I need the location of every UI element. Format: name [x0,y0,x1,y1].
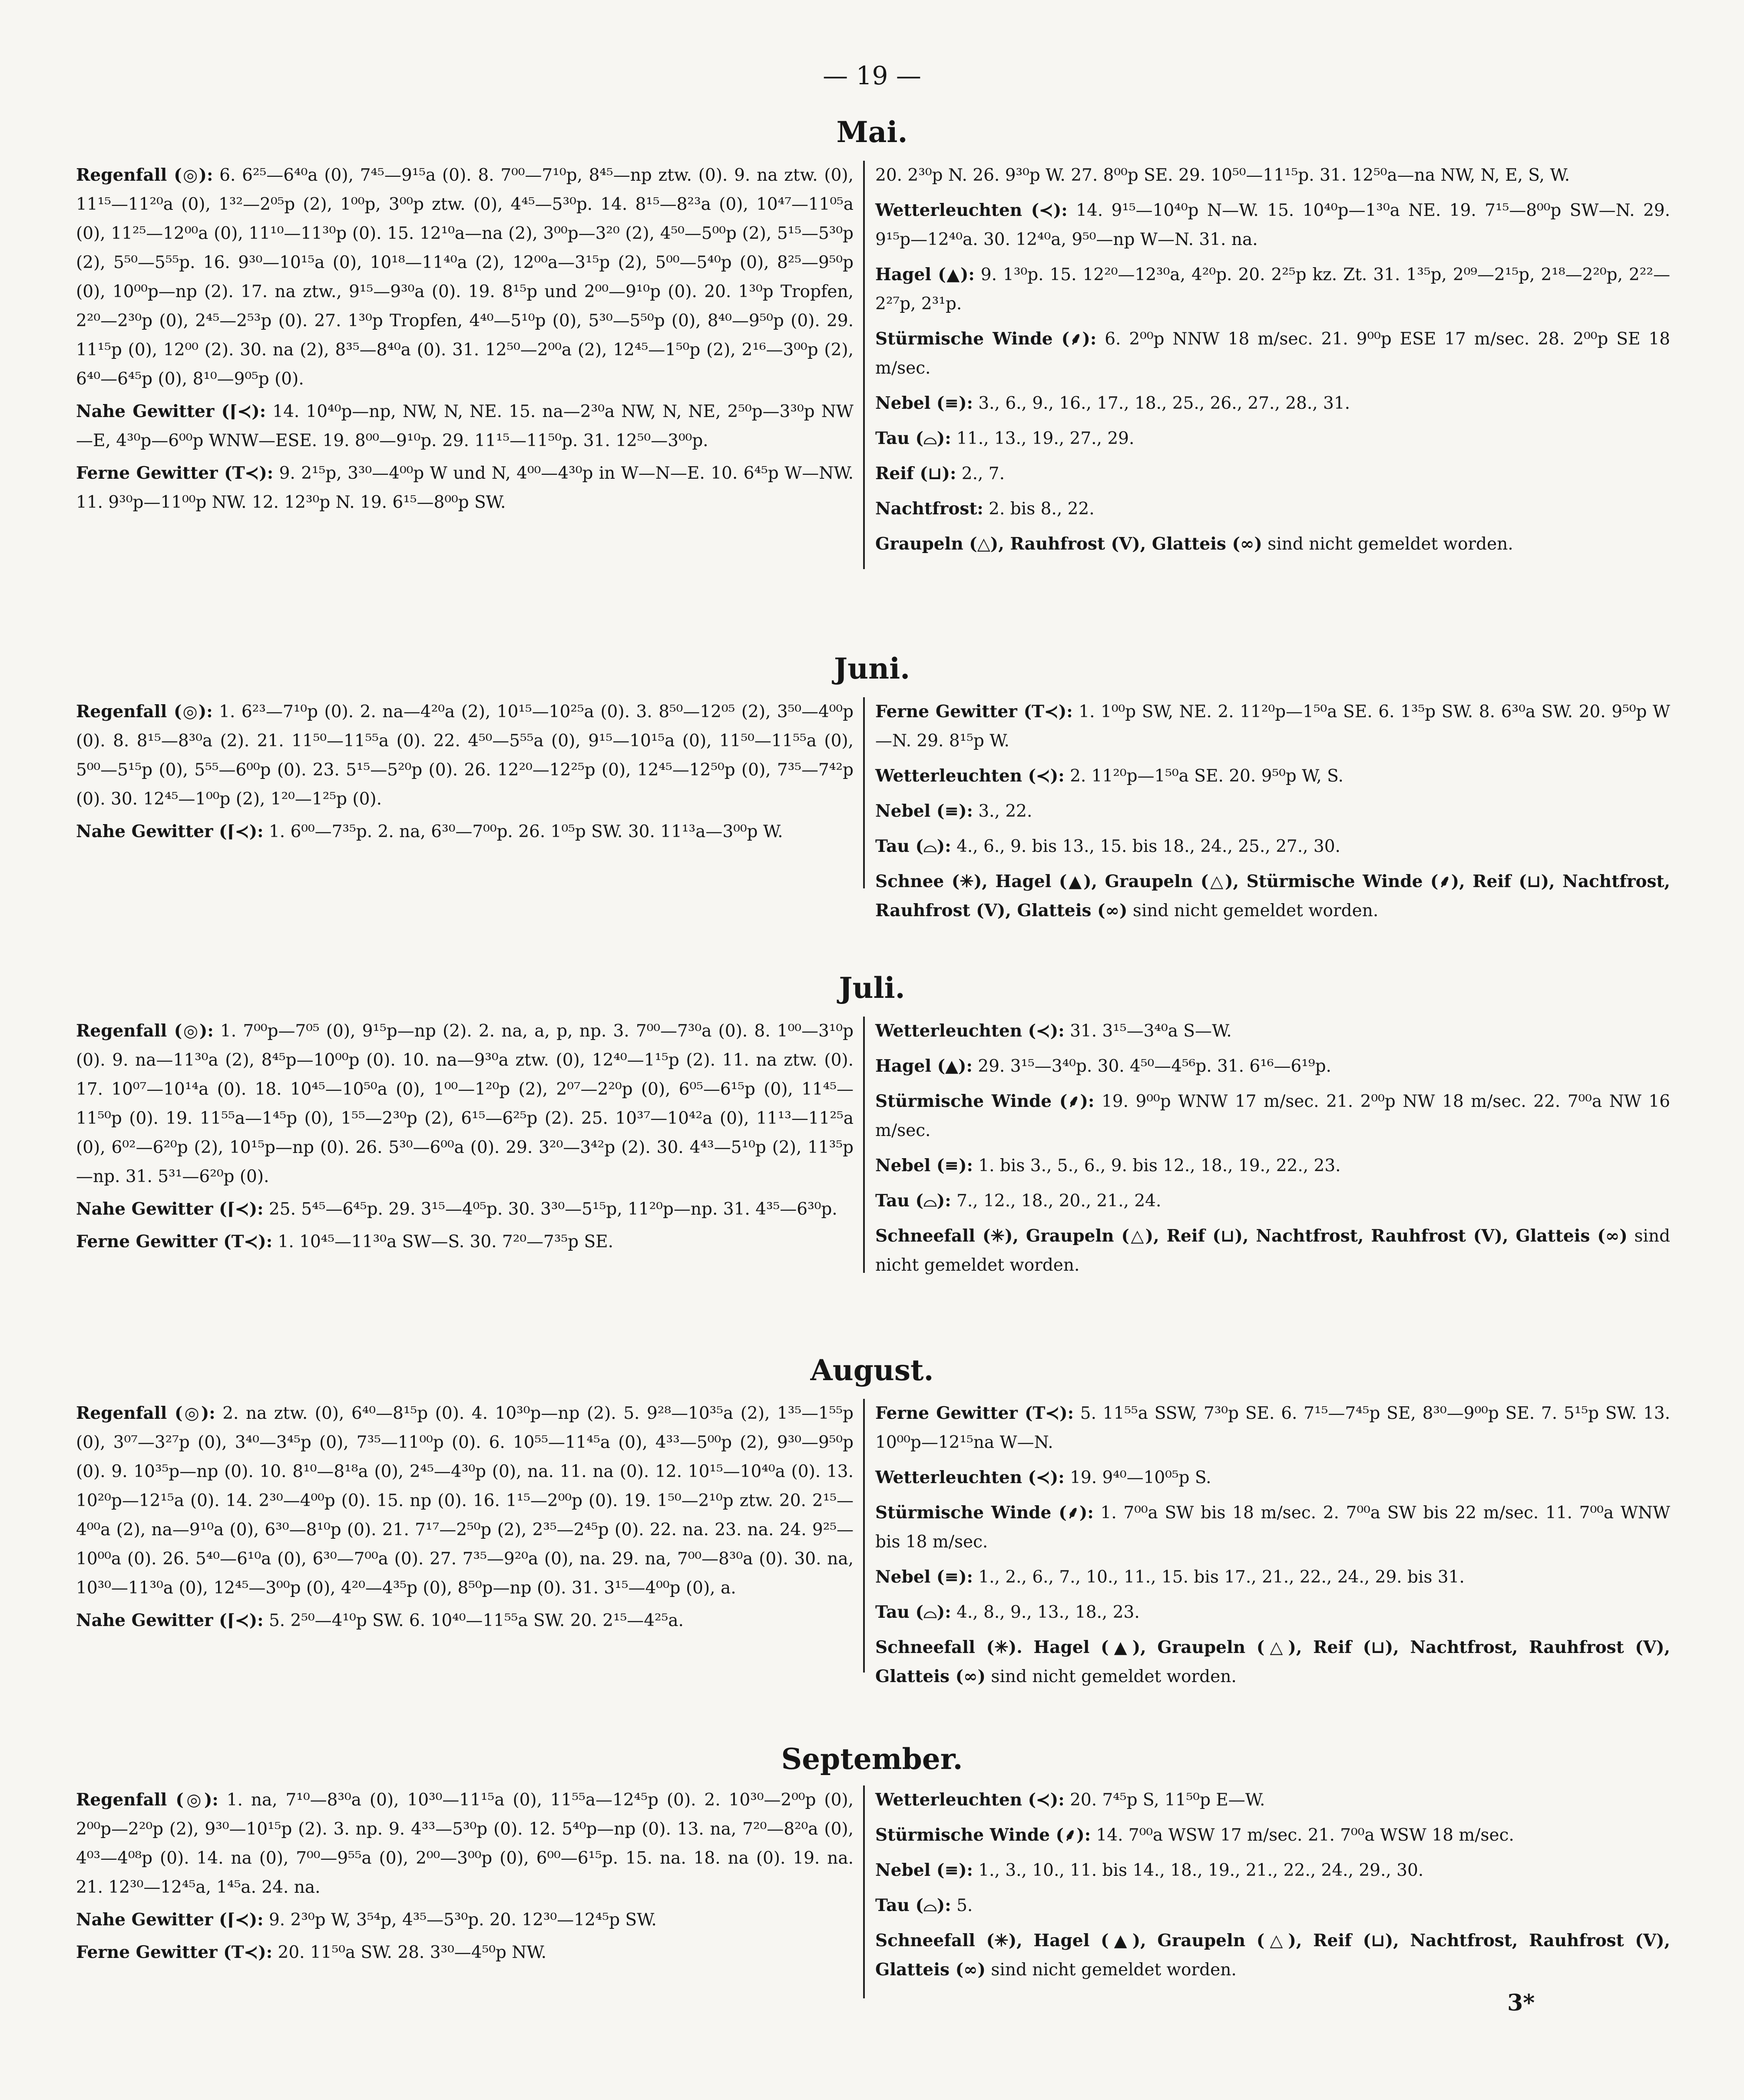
entry-label: Wetterleuchten (≺): [875,1790,1065,1810]
entry-wetterleuchten [875,1463,1670,1492]
entry-label: Regenfall (◎): [76,1403,215,1423]
entry-label: Nahe Gewitter (⌈≺): [76,1199,264,1219]
section-mai [76,161,1670,573]
entry-label: Regenfall (◎): [76,165,213,185]
right-column [875,1785,1670,1991]
entry-label: Stürmische Winde (⸙): [875,1091,1095,1111]
entry-label: Schnee (✳), Hagel (▲), Graupeln (△), Stürmische Winde (⸙), Reif (⊔), Nachtfrost, Rauhfrost (V), Glatteis (∞) [875,871,1670,921]
entry-text: 25. 5⁴⁵—6⁴⁵p. 29. 3¹⁵—4⁰⁵p. 30. 3³⁰—5¹⁵p, 11²⁰p—np. 31. 4³⁵—6³⁰p. [268,1199,837,1219]
left-column [76,697,854,850]
entry-text: 31. 3¹⁵—3⁴⁰a S—W. [1070,1021,1232,1041]
entry-text: 2., 7. [961,464,1005,484]
entry-label: Stürmische Winde (⸙): [875,1503,1094,1523]
entry-label: Ferne Gewitter (T≺): [875,702,1073,722]
entry-stuermische-winde [875,1087,1670,1145]
entry-text: 19. 9⁰⁰p WNW 17 m/sec. 21. 2⁰⁰p NW 18 m/sec. 22. 7⁰⁰a NW 16 m/sec. [875,1092,1670,1140]
entry-text: 1. bis 3., 5., 6., 9. bis 12., 18., 19., 22., 23. [978,1156,1341,1176]
entry-label: Nahe Gewitter (⌈≺): [76,821,264,841]
entry-text: 7., 12., 18., 20., 21., 24. [956,1191,1162,1211]
entry-text: 6. 2⁰⁰p NNW 18 m/sec. 21. 9⁰⁰p ESE 17 m/sec. 28. 2⁰⁰p SE 18 m/sec. [875,329,1670,378]
entry-tau [875,1598,1670,1627]
column-divider [863,1399,865,1673]
entry-text: sind nicht gemeldet worden. [875,1226,1670,1275]
right-column [875,161,1670,565]
entry-hagel [875,1052,1670,1081]
entry-nahe-gewitter [76,817,854,846]
column-divider [863,697,865,888]
entry-label: Nahe Gewitter (⌈≺): [76,1910,264,1930]
left-column [76,1785,854,1971]
column-divider [863,1785,865,1998]
entry-text: 9. 2¹⁵p, 3³⁰—4⁰⁰p W und N, 4⁰⁰—4³⁰p in W—N—E. 10. 6⁴⁵p W—NW. 11. 9³⁰p—11⁰⁰p NW. 12. 12³⁰p N. 19. 6¹⁵—8⁰⁰p SW. [76,464,854,512]
entry-nebel [875,1563,1670,1592]
entry-label: Wetterleuchten (≺): [875,1021,1065,1041]
entry-text: 3., 6., 9., 16., 17., 18., 25., 26., 27., 28., 31. [978,394,1350,413]
entry-text: 9. 2³⁰p W, 3⁵⁴p, 4³⁵—5³⁰p. 20. 12³⁰—12⁴⁵p SW. [268,1910,657,1930]
entry-wetterleuchten [875,196,1670,254]
entry-text: 1. 7⁰⁰a SW bis 18 m/sec. 2. 7⁰⁰a SW bis 22 m/sec. 11. 7⁰⁰a WNW bis 18 m/sec. [875,1503,1671,1552]
entry-text: 20. 7⁴⁵p S, 11⁵⁰p E—W. [1070,1790,1265,1810]
entry-nebel [875,389,1670,418]
entry-label: Nahe Gewitter (⌈≺): [76,1610,264,1630]
entry-not-reported [875,1633,1670,1691]
entry-label: Schneefall (✳), Graupeln (△), Reif (⊔), Nachtfrost, Rauhfrost (V), Glatteis (∞) [875,1226,1628,1246]
entry-text: 1. 1⁰⁰p SW, NE. 2. 11²⁰p—1⁵⁰a SE. 6. 1³⁵p SW. 8. 6³⁰a SW. 20. 9⁵⁰p W—N. 29. 8¹⁵p W. [875,702,1671,751]
entry-ferne-gewitter-cont [875,161,1670,190]
signature-mark: 3* [1507,1990,1535,2016]
entry-text: 6. 6²⁵—6⁴⁰a (0), 7⁴⁵—9¹⁵a (0). 8. 7⁰⁰—7¹⁰p, 8⁴⁵—np ztw. (0). 9. na ztw. (0), 11¹⁵—11²⁰a (0), 1³²—2⁰⁵p (2), 1⁰⁰p, 3⁰⁰p ztw. (0), 4⁴⁵—5³⁰p. 14. 8¹⁵—8²³a (0), 10⁴⁷—11⁰⁵a (0), 11²⁵—12⁰⁰a (0), 11¹⁰—11³⁰p (0). 15. 12¹⁰a—na (2), 3⁰⁰p—3²⁰ (2), 4⁵⁰—5⁰⁰p (2), 5¹⁵—5³⁰p (2), 5⁵⁰—5⁵⁵p. 16. 9³⁰—10¹⁵a (0), 10¹⁸—11⁴⁰a (2), 12⁰⁰a—3¹⁵p (2), 5⁰⁰—5⁴⁰p (0), 8²⁵—9⁵⁰p (0), 10⁰⁰p—np (2). 17. na ztw., 9¹⁵—9³⁰a (0). 19. 8¹⁵p und 2⁰⁰—9¹⁰p (0). 20. 1³⁰p Tropfen, 2²⁰—2³⁰p (0), 2⁴⁵—2⁵³p (0). 27. 1³⁰p Tropfen, 4⁴⁰—5¹⁰p (0), 5³⁰—5⁵⁰p (0), 8⁴⁰—9⁵⁰p (0). 29. 11¹⁵p (0), 12⁰⁰ (2). 30. na (2), 8³⁵—8⁴⁰a (0). 31. 12⁵⁰—2⁰⁰a (2), 12⁴⁵—1⁵⁰p (2), 2¹⁶—3⁰⁰p (2), 6⁴⁰—6⁴⁵p (0), 8¹⁰—9⁰⁵p (0). [76,166,854,389]
entry-text: 1. 6²³—7¹⁰p (0). 2. na—4²⁰a (2), 10¹⁵—10²⁵a (0). 3. 8⁵⁰—12⁰⁵ (2), 3⁵⁰—4⁰⁰p (0). 8. 8¹⁵—8³⁰a (2). 21. 11⁵⁰—11⁵⁵a (0). 22. 4⁵⁰—5⁵⁵a (0), 9¹⁵—10¹⁵a (0), 11⁵⁰—11⁵⁵a (0), 5⁰⁰—5¹⁵p (0), 5⁵⁵—6⁰⁰p (0). 23. 5¹⁵—5²⁰p (0). 26. 12²⁰—12²⁵p (0), 12⁴⁵—12⁵⁰p (0), 7³⁵—7⁴²p (0). 30. 12⁴⁵—1⁰⁰p (2), 1²⁰—1²⁵p (0). [76,702,854,809]
entry-text: 2. 11²⁰p—1⁵⁰a SE. 20. 9⁵⁰p W, S. [1070,766,1344,786]
right-column [875,697,1670,931]
entry-wetterleuchten [875,1785,1670,1815]
entry-label: Regenfall (◎): [76,1021,214,1041]
right-column [875,1399,1670,1697]
entry-text: sind nicht gemeldet worden. [991,1960,1237,1980]
entry-label: Ferne Gewitter (T≺): [76,1232,273,1252]
entry-wetterleuchten [875,1017,1670,1046]
entry-wetterleuchten [875,762,1670,791]
entry-not-reported [875,1926,1670,1984]
entry-text: 1., 3., 10., 11. bis 14., 18., 19., 21., 22., 24., 29., 30. [978,1861,1424,1880]
entry-label: Nebel (≡): [875,801,973,821]
entry-ferne-gewitter [76,459,854,517]
entry-label: Nachtfrost: [875,499,983,519]
entry-nachtfrost [875,494,1670,523]
section-juli [76,1017,1670,1277]
entry-text: 1. 7⁰⁰p—7⁰⁵ (0), 9¹⁵p—np (2). 2. na, a, p, np. 3. 7⁰⁰—7³⁰a (0). 8. 1⁰⁰—3¹⁰p (0). 9. na—11³⁰a (2), 8⁴⁵p—10⁰⁰p (0). 10. na—9³⁰a ztw. (0), 12⁴⁰—1¹⁵p (2). 11. na ztw. (0). 17. 10⁰⁷—10¹⁴a (0). 18. 10⁴⁵—10⁵⁰a (0), 1⁰⁰—1²⁰p (2), 2⁰⁷—2²⁰p (0), 6⁰⁵—6¹⁵p (0), 11⁴⁵—11⁵⁰p (0). 19. 11⁵⁵a—1⁴⁵p (0), 1⁵⁵—2³⁰p (2), 6¹⁵—6²⁵p (2). 25. 10³⁷—10⁴²a (0), 11¹³—11²⁵a (0), 6⁰²—6²⁰p (2), 10¹⁵p—np (0). 26. 5³⁰—6⁰⁰a (0). 29. 3²⁰—3⁴²p (2). 30. 4⁴³—5¹⁰p (2), 11³⁵p—np. 31. 5³¹—6²⁰p (0). [76,1021,854,1186]
entry-text: 29. 3¹⁵—3⁴⁰p. 30. 4⁵⁰—4⁵⁶p. 31. 6¹⁶—6¹⁹p. [978,1057,1331,1076]
entry-label: Hagel (▲): [875,265,975,285]
entry-nahe-gewitter [76,397,854,455]
section-september [76,1785,1670,2003]
entry-text: 14. 9¹⁵—10⁴⁰p N—W. 15. 10⁴⁰p—1³⁰a NE. 19. 7¹⁵—8⁰⁰p SW—N. 29. 9¹⁵p—12⁴⁰a. 30. 12⁴⁰a, 9⁵⁰—np W—N. 31. na. [875,201,1670,249]
month-title-juli: Juli. [839,971,905,1005]
entry-text: sind nicht gemeldet worden. [1132,901,1379,921]
entry-text: 5. [956,1896,973,1915]
entry-regenfall [76,697,854,814]
entry-label: Wetterleuchten (≺): [875,766,1065,786]
entry-regenfall [76,1017,854,1191]
entry-stuermische-winde [875,325,1670,383]
entry-label: Nebel (≡): [875,1567,973,1587]
entry-label: Tau (⌓): [875,836,951,856]
entry-regenfall [76,161,854,394]
entry-text: 5. 2⁵⁰—4¹⁰p SW. 6. 10⁴⁰—11⁵⁵a SW. 20. 2¹⁵—4²⁵a. [268,1611,684,1630]
entry-nahe-gewitter [76,1606,854,1635]
entry-not-reported [875,530,1670,559]
entry-text: 9. 1³⁰p. 15. 12²⁰—12³⁰a, 4²⁰p. 20. 2²⁵p kz. Zt. 31. 1³⁵p, 2⁰⁹—2¹⁵p, 2¹⁸—2²⁰p, 2²²—2²⁷p, 2³¹p. [875,265,1671,314]
entry-text: 11., 13., 19., 27., 29. [956,429,1135,448]
entry-reif [875,459,1670,488]
entry-nebel [875,797,1670,826]
entry-text: 4., 6., 9. bis 13., 15. bis 18., 24., 25., 27., 30. [956,837,1340,856]
entry-nahe-gewitter [76,1195,854,1224]
entry-ferne-gewitter [76,1227,854,1256]
entry-label: Ferne Gewitter (T≺): [76,1942,273,1962]
section-juni [76,697,1671,921]
column-divider [863,161,865,569]
month-title-august: August. [810,1353,934,1387]
left-column [76,1399,854,1639]
entry-label: Graupeln (△), Rauhfrost (V), Glatteis (∞) [875,534,1262,554]
entry-nahe-gewitter [76,1905,854,1934]
entry-ferne-gewitter [875,1399,1670,1457]
entry-text: 14. 10⁴⁰p—np, NW, N, NE. 15. na—2³⁰a NW, N, NE, 2⁵⁰p—3³⁰p NW—E, 4³⁰p—6⁰⁰p WNW—ESE. 19. 8⁰⁰—9¹⁰p. 29. 11¹⁵—11⁵⁰p. 31. 12⁵⁰—3⁰⁰p. [76,402,854,450]
entry-text: 5. 11⁵⁵a SSW, 7³⁰p SE. 6. 7¹⁵—7⁴⁵p SE, 8³⁰—9⁰⁰p SE. 7. 5¹⁵p SW. 13. 10⁰⁰p—12¹⁵na W—N. [875,1404,1670,1452]
column-divider [863,1017,865,1273]
entry-regenfall [76,1399,854,1603]
entry-text: sind nicht gemeldet worden. [1267,534,1513,554]
entry-label: Stürmische Winde (⸙): [875,1825,1091,1845]
entry-label: Tau (⌓): [875,1895,951,1915]
entry-label: Wetterleuchten (≺): [875,1467,1065,1487]
month-title-juni: Juni. [834,652,910,686]
entry-label: Regenfall (◎): [76,702,213,722]
page-number: — 19 — [823,61,921,90]
entry-ferne-gewitter [76,1938,854,1967]
entry-tau [875,832,1670,861]
entry-regenfall [76,1785,854,1902]
entry-label: Hagel (▲): [875,1056,973,1076]
entry-text: 20. 11⁵⁰a SW. 28. 3³⁰—4⁵⁰p NW. [278,1943,547,1962]
entry-text: 1., 2., 6., 7., 10., 11., 15. bis 17., 21., 22., 24., 29. bis 31. [978,1567,1465,1587]
entry-label: Nebel (≡): [875,393,973,413]
entry-label: Schneefall (✳), Hagel (▲), Graupeln (△), Reif (⊔), Nachtfrost, Rauhfrost (V), Glatteis (∞) [875,1931,1670,1980]
entry-label: Tau (⌓): [875,428,951,448]
entry-label: Ferne Gewitter (T≺): [76,463,274,483]
entry-text: 3., 22. [978,802,1033,821]
section-august [76,1399,1671,1686]
entry-tau [875,1891,1670,1920]
entry-text: 20. 2³⁰p N. 26. 9³⁰p W. 27. 8⁰⁰p SE. 29. 10⁵⁰—11¹⁵p. 31. 12⁵⁰a—na NW, N, E, S, W. [875,166,1570,185]
entry-label: Schneefall (✳). Hagel (▲), Graupeln (△), Reif (⊔), Nachtfrost, Rauhfrost (V), Glatteis (∞) [875,1637,1670,1686]
entry-label: Reif (⊔): [875,464,956,484]
entry-label: Tau (⌓): [875,1602,951,1622]
entry-label: Ferne Gewitter (T≺): [875,1403,1074,1423]
entry-text: 4., 8., 9., 13., 18., 23. [956,1603,1140,1622]
entry-hagel [875,260,1670,318]
left-column [76,161,854,520]
entry-label: Tau (⌓): [875,1191,951,1211]
left-column [76,1017,854,1260]
entry-text: 1. na, 7¹⁰—8³⁰a (0), 10³⁰—11¹⁵a (0), 11⁵⁵a—12⁴⁵p (0). 2. 10³⁰—2⁰⁰p (0), 2⁰⁰p—2²⁰p (2), 9³⁰—10¹⁵p (2). 3. np. 9. 4³³—5³⁰p (0). 12. 5⁴⁰p—np (0). 13. na, 7²⁰—8²⁰a (0), 4⁰³—4⁰⁸p (0). 14. na (0), 7⁰⁰—9⁵⁵a (0), 2⁰⁰—3⁰⁰p (0), 6⁰⁰—6¹⁵p. 15. na. 18. na (0). 19. na. 21. 12³⁰—12⁴⁵a, 1⁴⁵a. 24. na. [76,1790,854,1897]
entry-label: Wetterleuchten (≺): [875,200,1068,220]
entry-text: sind nicht gemeldet worden. [991,1667,1237,1686]
entry-stuermische-winde [875,1821,1670,1850]
entry-text: 19. 9⁴⁰—10⁰⁵p S. [1070,1468,1211,1487]
entry-label: Regenfall (◎): [76,1790,218,1810]
entry-label: Nahe Gewitter (⌈≺): [76,401,266,421]
entry-nebel [875,1151,1670,1180]
entry-not-reported [875,867,1670,925]
entry-not-reported [875,1222,1670,1280]
entry-text: 1. 10⁴⁵—11³⁰a SW—S. 30. 7²⁰—7³⁵p SE. [278,1232,614,1252]
entry-tau [875,424,1670,453]
entry-stuermische-winde [875,1498,1670,1557]
entry-tau [875,1186,1670,1216]
month-title-september: September. [781,1742,963,1776]
right-column [875,1017,1670,1286]
entry-text: 2. na ztw. (0), 6⁴⁰—8¹⁵p (0). 4. 10³⁰p—np (2). 5. 9²⁸—10³⁵a (2), 1³⁵—1⁵⁵p (0), 3⁰⁷—3²⁷p (0), 3⁴⁰—3⁴⁵p (0), 7³⁵—11⁰⁰p (0). 6. 10⁵⁵—11⁴⁵a (0), 4³³—5⁰⁰p (2), 9³⁰—9⁵⁰p (0). 9. 10³⁵p—np (0). 10. 8¹⁰—8¹⁸a (0), 2⁴⁵—4³⁰p (0), na. 11. na (0). 12. 10¹⁵—10⁴⁰a (0). 13. 10²⁰p—12¹⁵a (0). 14. 2³⁰—4⁰⁰p (0). 15. np (0). 16. 1¹⁵—2⁰⁰p (0). 19. 1⁵⁰—2¹⁰p ztw. 20. 2¹⁵—4⁰⁰a (2), na—9¹⁰a (0), 6³⁰—8¹⁰p (0). 21. 7¹⁷—2⁵⁰p (2), 2³⁵—2⁴⁵p (0). 22. na. 23. na. 24. 9²⁵—10⁰⁰a (0). 26. 5⁴⁰—6¹⁰a (0), 6³⁰—7⁰⁰a (0). 27. 7³⁵—9²⁰a (0), na. 29. na, 7⁰⁰—8³⁰a (0). 30. na, 10³⁰—11³⁰a (0), 12⁴⁵—3⁰⁰p (0), 4²⁰—4³⁵p (0), 8⁵⁰p—np (0). 31. 3¹⁵—4⁰⁰p (0), a. [76,1404,854,1598]
entry-label: Stürmische Winde (⸙): [875,329,1097,349]
month-title-mai: Mai. [836,115,908,149]
entry-nebel [875,1856,1670,1885]
entry-text: 14. 7⁰⁰a WSW 17 m/sec. 21. 7⁰⁰a WSW 18 m/sec. [1096,1825,1514,1845]
entry-label: Nebel (≡): [875,1156,973,1176]
entry-label: Nebel (≡): [875,1860,973,1880]
entry-text: 1. 6⁰⁰—7³⁵p. 2. na, 6³⁰—7⁰⁰p. 26. 1⁰⁵p SW. 30. 11¹³a—3⁰⁰p W. [268,822,783,841]
entry-ferne-gewitter [875,697,1670,755]
entry-text: 2. bis 8., 22. [989,499,1095,519]
